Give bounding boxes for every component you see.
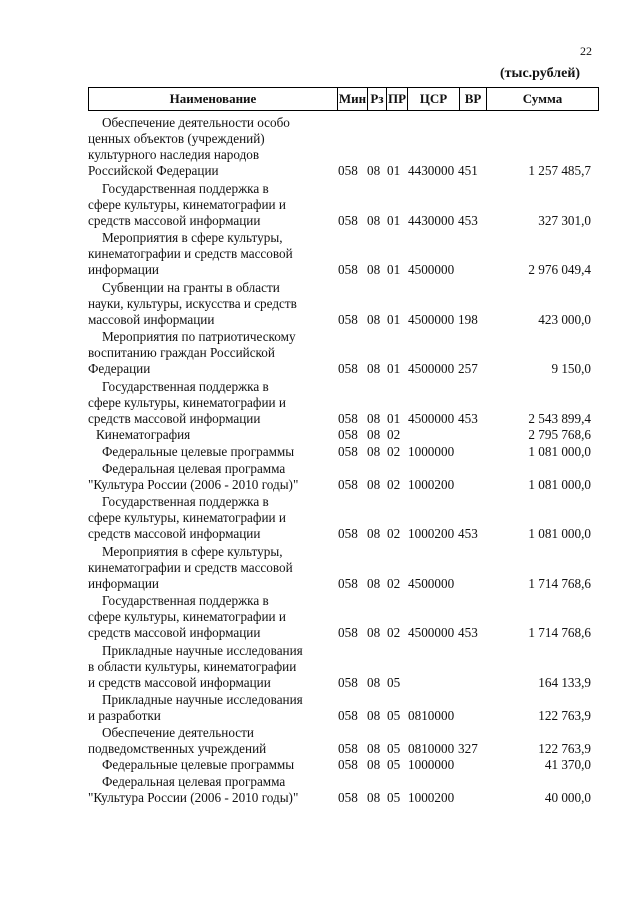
row-min: 058: [338, 427, 358, 442]
row-pr: 02: [387, 575, 401, 591]
row-min: 058: [338, 674, 358, 690]
row-pr: 05: [387, 790, 401, 805]
header-name: Наименование: [89, 88, 338, 110]
row-vr: 453: [458, 410, 478, 426]
row-name-line: Мероприятия в сфере культуры,: [102, 230, 283, 245]
row-name: [88, 544, 334, 592]
row-rz: 08: [367, 740, 381, 756]
row-name-line: и разработки: [88, 707, 161, 723]
row-min: 058: [338, 757, 358, 772]
row-sum: 1 714 768,6: [528, 575, 591, 591]
row-name-line: Федеральные целевые программы: [102, 443, 295, 459]
row-vr: 453: [458, 526, 478, 541]
row-rz: 08: [367, 707, 381, 723]
row-name-line: кинематографии и средств массовой: [88, 246, 293, 261]
header-sum: Сумма: [522, 91, 563, 106]
row-pr: 02: [387, 476, 401, 492]
row-name: [88, 593, 334, 641]
header-csr: ЦСР: [408, 88, 460, 110]
header-rz: Рз: [368, 88, 387, 110]
row-name: [88, 461, 334, 493]
row-name-line: Федеральные целевые программы: [102, 757, 295, 772]
row-pr: 01: [387, 410, 401, 426]
row-csr: 4500000: [408, 410, 455, 426]
table-row: [0, 757, 640, 774]
row-name-line: Мероприятия в сфере культуры,: [102, 543, 283, 559]
row-vr: 257: [458, 361, 478, 376]
row-sum: 122 763,9: [538, 707, 591, 723]
units-label: (тыс.рублей): [500, 66, 581, 81]
row-csr: 1000200: [408, 526, 455, 541]
row-sum: 41 370,0: [544, 757, 591, 772]
row-csr: 4500000: [408, 575, 455, 591]
row-name-line: Обеспечение деятельности: [102, 724, 254, 740]
row-rz: 08: [367, 361, 381, 376]
row-sum: 2 543 899,4: [528, 410, 591, 426]
row-name-line: Федерации: [88, 361, 151, 376]
row-name-line: "Культура России (2006 - 2010 годы)": [88, 790, 299, 805]
table-row: [0, 460, 640, 493]
row-name: [88, 494, 334, 542]
row-sum: 1 081 000,0: [528, 476, 591, 492]
row-name-line: Мероприятия по патриотическому: [102, 329, 296, 344]
row-name: [88, 774, 334, 806]
row-rz: 08: [367, 625, 381, 640]
row-vr: 453: [458, 625, 478, 640]
row-sum: 1 257 485,7: [528, 163, 591, 178]
row-name: [88, 329, 334, 377]
page-number: 22: [580, 44, 592, 58]
row-pr: 02: [387, 427, 401, 442]
row-name-line: Государственная поддержка в: [102, 378, 269, 394]
row-min: 058: [338, 361, 358, 376]
table-row: [0, 773, 640, 806]
row-rz: 08: [367, 575, 381, 591]
row-name-line: информации: [88, 262, 159, 277]
row-sum: 1 081 000,0: [528, 443, 591, 459]
row-name-line: Государственная поддержка в: [102, 180, 269, 196]
row-name-line: сфере культуры, кинематографии и: [88, 394, 286, 410]
row-name-line: средств массовой информации: [88, 212, 261, 228]
row-rz: 08: [367, 757, 381, 772]
table-row: [0, 592, 640, 642]
table-row: [0, 641, 640, 691]
row-csr: 4430000: [408, 163, 455, 178]
row-sum: 164 133,9: [538, 674, 591, 690]
row-name-line: науки, культуры, искусства и средств: [88, 295, 297, 311]
row-csr: 4500000: [408, 311, 455, 327]
row-name-line: Государственная поддержка в: [102, 494, 269, 509]
row-name-line: сфере культуры, кинематографии и: [88, 196, 286, 212]
row-csr: 4500000: [408, 625, 455, 640]
row-pr: 01: [387, 212, 401, 228]
row-name: [88, 427, 334, 443]
row-name-line: Прикладные научные исследования: [102, 691, 303, 707]
row-min: 058: [338, 476, 358, 492]
row-name-line: средств массовой информации: [88, 625, 261, 640]
row-name-line: сфере культуры, кинематографии и: [88, 609, 286, 624]
row-name-line: ценных объектов (учреждений): [88, 131, 265, 146]
row-name-line: кинематографии и средств массовой: [88, 559, 293, 575]
table-row: [0, 691, 640, 724]
table-row: [0, 113, 640, 179]
row-pr: 01: [387, 361, 401, 376]
row-csr: 4500000: [408, 361, 455, 376]
row-csr: 4500000: [408, 262, 455, 277]
row-name: [88, 280, 334, 328]
row-rz: 08: [367, 163, 381, 178]
row-csr: 0810000: [408, 707, 455, 723]
row-rz: 08: [367, 674, 381, 690]
row-vr: 451: [458, 163, 478, 178]
table-header: [88, 87, 599, 111]
row-min: 058: [338, 410, 358, 426]
table-row: [0, 229, 640, 279]
row-pr: 02: [387, 443, 401, 459]
row-name: [88, 757, 334, 773]
row-name-line: Федеральная целевая программа: [102, 774, 286, 789]
row-name-line: средств массовой информации: [88, 526, 261, 541]
row-rz: 08: [367, 443, 381, 459]
table-row: [0, 278, 640, 328]
row-csr: 4430000: [408, 212, 455, 228]
row-pr: 02: [387, 625, 401, 640]
row-name: [88, 181, 334, 229]
row-pr: 01: [387, 311, 401, 327]
row-rz: 08: [367, 212, 381, 228]
row-name-line: средств массовой информации: [88, 410, 261, 426]
table-row: [0, 427, 640, 444]
row-min: 058: [338, 262, 358, 277]
row-name: [88, 725, 334, 757]
row-vr: 198: [458, 311, 478, 327]
row-name: [88, 692, 334, 724]
row-sum: 2 976 049,4: [528, 262, 591, 277]
row-name-line: Федеральная целевая программа: [102, 460, 286, 476]
table-row: [0, 724, 640, 757]
row-name-line: Субвенции на гранты в области: [102, 279, 280, 295]
row-name: [88, 115, 334, 179]
row-rz: 08: [367, 790, 381, 805]
row-min: 058: [338, 311, 358, 327]
row-name-line: сфере культуры, кинематографии и: [88, 510, 286, 525]
row-min: 058: [338, 625, 358, 640]
row-sum: 327 301,0: [538, 212, 591, 228]
row-name: [88, 643, 334, 691]
table-row: [0, 542, 640, 592]
row-sum: 1 714 768,6: [528, 625, 591, 640]
row-min: 058: [338, 790, 358, 805]
row-csr: 0810000: [408, 740, 455, 756]
row-pr: 01: [387, 163, 401, 178]
row-name: [88, 230, 334, 278]
row-sum: 1 081 000,0: [528, 526, 591, 541]
row-rz: 08: [367, 262, 381, 277]
row-min: 058: [338, 212, 358, 228]
row-pr: 05: [387, 674, 401, 690]
row-name-line: Государственная поддержка в: [102, 593, 269, 608]
row-name-line: воспитанию граждан Российской: [88, 345, 275, 360]
row-pr: 01: [387, 262, 401, 277]
row-pr: 05: [387, 707, 401, 723]
row-name-line: информации: [88, 575, 159, 591]
header-min: Мин: [338, 88, 368, 110]
row-min: 058: [338, 707, 358, 723]
row-name-line: Российской Федерации: [88, 163, 219, 178]
row-min: 058: [338, 163, 358, 178]
row-rz: 08: [367, 427, 381, 442]
table-body: [0, 113, 640, 806]
row-sum: 40 000,0: [544, 790, 591, 805]
row-csr: 1000000: [408, 757, 455, 772]
row-pr: 02: [387, 526, 401, 541]
table-row: [0, 493, 640, 543]
row-sum: 423 000,0: [538, 311, 591, 327]
row-vr: 327: [458, 740, 478, 756]
row-name: [88, 379, 334, 427]
row-name-line: Кинематография: [96, 427, 191, 442]
header-pr: ПР: [387, 88, 408, 110]
row-name: [88, 444, 334, 460]
row-rz: 08: [367, 526, 381, 541]
row-name-line: и средств массовой информации: [88, 674, 271, 690]
table-row: [0, 377, 640, 427]
row-csr: 1000200: [408, 476, 455, 492]
row-name-line: Прикладные научные исследования: [102, 642, 303, 658]
row-min: 058: [338, 575, 358, 591]
row-rz: 08: [367, 410, 381, 426]
row-min: 058: [338, 443, 358, 459]
table-row: [0, 443, 640, 460]
row-sum: 9 150,0: [551, 361, 591, 376]
table-row: [0, 328, 640, 378]
row-sum: 122 763,9: [538, 740, 591, 756]
row-name-line: в области культуры, кинематографии: [88, 658, 297, 674]
row-vr: 453: [458, 212, 478, 228]
row-pr: 05: [387, 757, 401, 772]
row-min: 058: [338, 526, 358, 541]
row-name-line: "Культура России (2006 - 2010 годы)": [88, 476, 299, 492]
header-vr: ВР: [460, 88, 487, 110]
row-csr: 1000200: [408, 790, 455, 805]
row-rz: 08: [367, 311, 381, 327]
row-rz: 08: [367, 476, 381, 492]
row-name-line: массовой информации: [88, 311, 215, 327]
row-sum: 2 795 768,6: [528, 427, 591, 442]
row-csr: 1000000: [408, 443, 455, 459]
row-name-line: Обеспечение деятельности особо: [102, 115, 290, 130]
table-row: [0, 179, 640, 229]
row-name-line: культурного наследия народов: [88, 147, 260, 162]
row-pr: 05: [387, 740, 401, 756]
row-min: 058: [338, 740, 358, 756]
row-name-line: подведомственных учреждений: [88, 740, 267, 756]
